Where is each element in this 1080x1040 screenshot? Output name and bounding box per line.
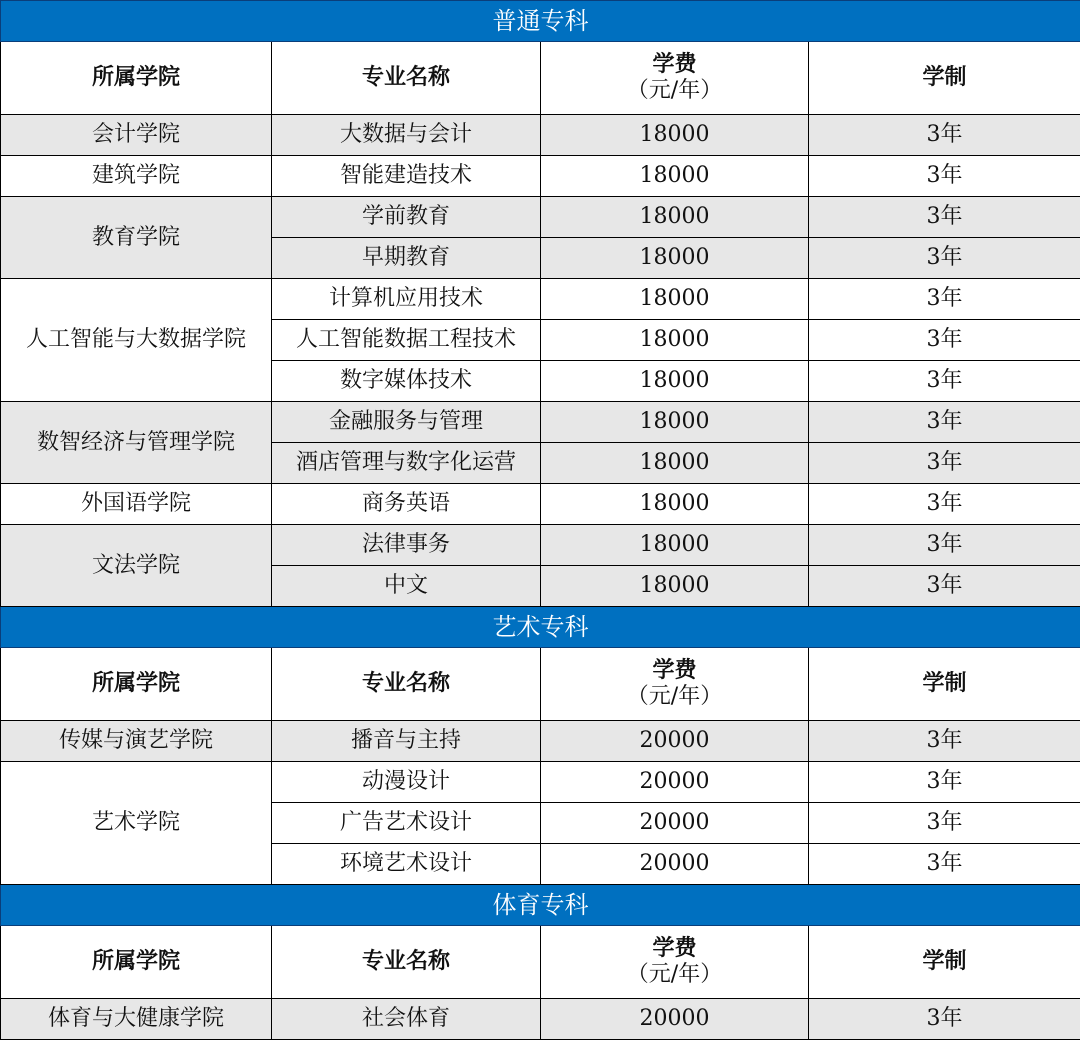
column-header-college: 所属学院 — [1, 926, 272, 999]
duration-cell: 3年 — [809, 484, 1080, 525]
major-cell: 数字媒体技术 — [272, 361, 541, 402]
fee-header-unit: （元/年） — [541, 78, 808, 104]
section-title: 艺术专科 — [1, 607, 1080, 648]
section-title: 普通专科 — [1, 1, 1080, 42]
college-cell: 会计学院 — [1, 115, 272, 156]
section-header-row — [1, 1, 1080, 42]
column-header-college: 所属学院 — [1, 648, 272, 721]
table-row — [1, 999, 1080, 1040]
college-cell: 体育与大健康学院 — [1, 999, 272, 1040]
college-cell: 建筑学院 — [1, 156, 272, 197]
fee-cell: 20000 — [541, 999, 809, 1040]
college-cell: 人工智能与大数据学院 — [1, 279, 272, 402]
duration-cell: 3年 — [809, 803, 1080, 844]
fee-header-label: 学费 — [541, 658, 808, 684]
tuition-table-body — [1, 1, 1080, 1040]
table-row — [1, 721, 1080, 762]
college-cell: 文法学院 — [1, 525, 272, 607]
major-cell: 大数据与会计 — [272, 115, 541, 156]
table-row — [1, 525, 1080, 566]
fee-cell: 18000 — [541, 484, 809, 525]
fee-cell: 18000 — [541, 361, 809, 402]
major-cell: 早期教育 — [272, 238, 541, 279]
duration-cell: 3年 — [809, 525, 1080, 566]
table-row — [1, 279, 1080, 320]
duration-cell: 3年 — [809, 762, 1080, 803]
section-header-row — [1, 885, 1080, 926]
major-cell: 商务英语 — [272, 484, 541, 525]
major-cell: 广告艺术设计 — [272, 803, 541, 844]
column-header-college: 所属学院 — [1, 42, 272, 115]
column-header-major: 专业名称 — [272, 648, 541, 721]
duration-cell: 3年 — [809, 566, 1080, 607]
college-cell: 数智经济与管理学院 — [1, 402, 272, 484]
duration-cell: 3年 — [809, 197, 1080, 238]
fee-header-unit: （元/年） — [541, 962, 808, 988]
major-cell: 人工智能数据工程技术 — [272, 320, 541, 361]
fee-cell: 18000 — [541, 156, 809, 197]
table-row — [1, 762, 1080, 803]
duration-cell: 3年 — [809, 238, 1080, 279]
column-header-duration: 学制 — [809, 926, 1080, 999]
column-header-major: 专业名称 — [272, 926, 541, 999]
fee-cell: 20000 — [541, 762, 809, 803]
college-cell: 传媒与演艺学院 — [1, 721, 272, 762]
column-header-fee — [541, 648, 809, 721]
major-cell: 酒店管理与数字化运营 — [272, 443, 541, 484]
duration-cell: 3年 — [809, 320, 1080, 361]
major-cell: 社会体育 — [272, 999, 541, 1040]
major-cell: 计算机应用技术 — [272, 279, 541, 320]
major-cell: 金融服务与管理 — [272, 402, 541, 443]
column-header-fee — [541, 42, 809, 115]
column-header-duration: 学制 — [809, 42, 1080, 115]
fee-cell: 18000 — [541, 525, 809, 566]
fee-cell: 18000 — [541, 320, 809, 361]
fee-cell: 18000 — [541, 238, 809, 279]
table-row — [1, 484, 1080, 525]
fee-cell: 20000 — [541, 844, 809, 885]
duration-cell: 3年 — [809, 402, 1080, 443]
duration-cell: 3年 — [809, 443, 1080, 484]
duration-cell: 3年 — [809, 156, 1080, 197]
fee-cell: 18000 — [541, 566, 809, 607]
column-header-row — [1, 42, 1080, 115]
duration-cell: 3年 — [809, 844, 1080, 885]
table-row — [1, 156, 1080, 197]
duration-cell: 3年 — [809, 999, 1080, 1040]
fee-cell: 18000 — [541, 197, 809, 238]
duration-cell: 3年 — [809, 279, 1080, 320]
column-header-row — [1, 926, 1080, 999]
college-cell: 外国语学院 — [1, 484, 272, 525]
column-header-major: 专业名称 — [272, 42, 541, 115]
major-cell: 中文 — [272, 566, 541, 607]
major-cell: 智能建造技术 — [272, 156, 541, 197]
duration-cell: 3年 — [809, 721, 1080, 762]
fee-cell: 18000 — [541, 279, 809, 320]
major-cell: 法律事务 — [272, 525, 541, 566]
fee-cell: 20000 — [541, 721, 809, 762]
section-title: 体育专科 — [1, 885, 1080, 926]
fee-cell: 18000 — [541, 443, 809, 484]
table-row — [1, 115, 1080, 156]
fee-header-label: 学费 — [541, 936, 808, 962]
major-cell: 动漫设计 — [272, 762, 541, 803]
fee-header-unit: （元/年） — [541, 684, 808, 710]
major-cell: 环境艺术设计 — [272, 844, 541, 885]
column-header-row — [1, 648, 1080, 721]
table-row — [1, 402, 1080, 443]
fee-cell: 18000 — [541, 402, 809, 443]
table-row — [1, 197, 1080, 238]
major-cell: 学前教育 — [272, 197, 541, 238]
college-cell: 教育学院 — [1, 197, 272, 279]
duration-cell: 3年 — [809, 115, 1080, 156]
duration-cell: 3年 — [809, 361, 1080, 402]
major-cell: 播音与主持 — [272, 721, 541, 762]
college-cell: 艺术学院 — [1, 762, 272, 885]
column-header-duration: 学制 — [809, 648, 1080, 721]
fee-cell: 18000 — [541, 115, 809, 156]
fee-header-label: 学费 — [541, 52, 808, 78]
column-header-fee — [541, 926, 809, 999]
section-header-row — [1, 607, 1080, 648]
fee-cell: 20000 — [541, 803, 809, 844]
